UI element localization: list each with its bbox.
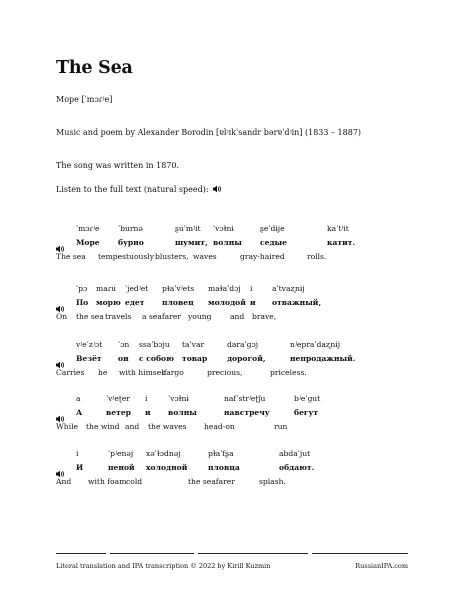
ipa-word: bʲeˈɡut <box>294 394 321 403</box>
russian-word: непродажный. <box>290 354 356 363</box>
ipa-word: i <box>250 284 253 293</box>
ipa-word: pɫaˈvʲets <box>162 284 195 293</box>
ipa-word: abdaˈjut <box>279 449 311 458</box>
footer-site-link[interactable]: RussianIPA.com <box>355 562 408 570</box>
ipa-word: ˈmɔɾʲe <box>76 224 100 233</box>
russian-word: По <box>76 298 89 307</box>
year-note: The song was written in 1870. <box>56 161 180 170</box>
russian-word: товар <box>182 354 208 363</box>
russian-word: пловец <box>162 298 194 307</box>
listen-row <box>56 185 222 196</box>
russian-word: волны <box>168 408 197 417</box>
english-word: travels <box>105 312 132 321</box>
english-word: rolls. <box>307 252 327 261</box>
ipa-word: i <box>145 394 148 403</box>
russian-word: шумит, <box>175 238 208 247</box>
footer-copyright: Literal translation and IPA transcription © 2022 by Kirill Kuzmin <box>56 562 271 570</box>
english-word: the sea <box>76 312 104 321</box>
russian-word: дорогой, <box>227 354 266 363</box>
russian-word: пловца <box>208 463 240 472</box>
english-word: splash. <box>259 477 286 486</box>
english-word: On <box>56 312 68 321</box>
english-word: the wind <box>86 422 120 431</box>
russian-word: И <box>76 463 84 472</box>
russian-word: А <box>76 408 83 417</box>
russian-word: Море <box>76 238 100 247</box>
english-word: waves <box>193 252 217 261</box>
credit-line: Music and poem by Alexander Borodin [ɐlʲɪkˈsandr bərɐˈdʲin] (1833 – 1887) <box>56 128 362 137</box>
russian-word: и <box>145 408 151 417</box>
ipa-word: aˈtvaʐnɨj <box>272 284 305 293</box>
russian-word: молодой <box>208 298 246 307</box>
ipa-word: ˈɔn <box>118 340 130 349</box>
english-word: the waves <box>148 422 187 431</box>
russian-word: едет <box>125 298 145 307</box>
ipa-word: ˈpʲenəj <box>108 449 134 458</box>
english-word: run <box>274 422 288 431</box>
english-word: While <box>56 422 79 431</box>
russian-word: с собою <box>139 354 174 363</box>
ipa-word: a <box>76 394 81 403</box>
ipa-word: nafˈstrʲeʈʃu <box>224 394 266 403</box>
russian-word: морю <box>96 298 121 307</box>
russian-word: катит. <box>327 238 356 247</box>
listen-label: Listen to the full text (natural speed): <box>56 185 209 194</box>
russian-word: отважный, <box>272 298 322 307</box>
english-word: blusters, <box>155 252 189 261</box>
english-word: tempestuously <box>98 252 155 261</box>
ipa-word: ˈvɔɫnɨ <box>168 394 189 403</box>
stanza <box>56 284 426 324</box>
song-subtitle: Море [ˈmɔɾʲe] <box>56 95 113 104</box>
english-word: he <box>98 368 108 377</box>
footer-rule <box>198 553 308 554</box>
english-word: The sea <box>56 252 86 261</box>
ipa-word: ssaˈbɔju <box>139 340 170 349</box>
stanza <box>56 449 426 489</box>
english-word: young <box>188 312 212 321</box>
russian-word: ветер <box>106 408 131 417</box>
speaker-icon[interactable] <box>213 185 222 196</box>
russian-word: обдают. <box>279 463 315 472</box>
ipa-word: i <box>76 449 79 458</box>
english-word: cold <box>126 477 143 486</box>
ipa-word: ˈburnə <box>118 224 143 233</box>
english-word: cargo <box>162 368 184 377</box>
english-word: Carries <box>56 368 85 377</box>
english-word: and <box>230 312 245 321</box>
ipa-word: daraˈɡɔj <box>227 340 259 349</box>
russian-word: седые <box>260 238 287 247</box>
ipa-word: nʲepraˈdaʐnɨj <box>290 340 341 349</box>
ipa-word: ˈpɔ <box>76 284 88 293</box>
stanza <box>56 394 426 434</box>
english-word: and <box>125 422 140 431</box>
ipa-word: maɫaˈdɔj <box>208 284 241 293</box>
russian-word: пеной <box>108 463 135 472</box>
ipa-word: xəˈɫɔdnəj <box>146 449 181 458</box>
english-word: brave, <box>252 312 277 321</box>
russian-word: Везёт <box>76 354 102 363</box>
russian-word: он <box>118 354 129 363</box>
ipa-word: taˈvar <box>182 340 205 349</box>
english-word: the seafarer <box>188 477 235 486</box>
ipa-word: kaˈtʲit <box>327 224 349 233</box>
russian-word: холодной <box>146 463 188 472</box>
english-word: priceless. <box>270 368 307 377</box>
ipa-word: ˈvʲeʈer <box>106 394 131 403</box>
english-word: head-on <box>204 422 235 431</box>
russian-word: бурно <box>118 238 144 247</box>
english-word: gray-haired <box>240 252 285 261</box>
ipa-word: vʲeˈzʲɔt <box>76 340 103 349</box>
english-word: And <box>56 477 72 486</box>
stanza <box>56 224 426 264</box>
ipa-word: pɫaˈfʂa <box>208 449 234 458</box>
english-word: precious, <box>207 368 243 377</box>
russian-word: навстречу <box>224 408 270 417</box>
footer-rule <box>312 553 408 554</box>
page-title: The Sea <box>56 58 133 78</box>
ipa-word: ʂeˈdɨje <box>260 224 285 233</box>
english-word: with himself <box>119 368 167 377</box>
footer-rule <box>110 553 194 554</box>
english-word: a seafarer <box>142 312 181 321</box>
russian-word: волны <box>213 238 242 247</box>
english-word: with foam <box>88 477 127 486</box>
ipa-word: maɾu <box>96 284 117 293</box>
russian-word: и <box>250 298 256 307</box>
footer-rule <box>56 553 106 554</box>
ipa-word: ˈjedʲet <box>125 284 149 293</box>
ipa-word: ʂuˈmʲit <box>175 224 201 233</box>
russian-word: бегут <box>294 408 319 417</box>
ipa-word: ˈvɔɫnɨ <box>213 224 234 233</box>
stanza <box>56 340 426 380</box>
